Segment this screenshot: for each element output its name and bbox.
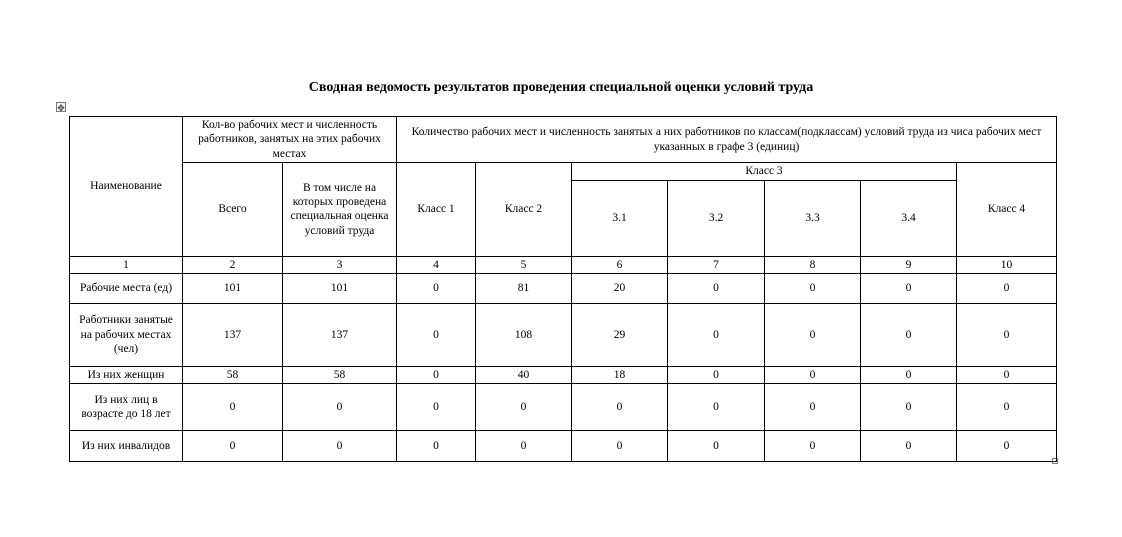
header-class-3-1: 3.1 [572, 180, 668, 256]
header-class-4: Класс 4 [957, 163, 1057, 256]
table-cell: 58 [183, 366, 283, 383]
header-class-3-4: 3.4 [861, 180, 957, 256]
table-cell: 0 [861, 431, 957, 462]
table-cell: 0 [668, 303, 765, 366]
table-cell: 0 [765, 384, 861, 431]
column-number: 10 [957, 256, 1057, 273]
table-cell: 18 [572, 366, 668, 383]
table-cell: 29 [572, 303, 668, 366]
header-class-3-2: 3.2 [668, 180, 765, 256]
table-cell: 0 [765, 431, 861, 462]
table-cell: 0 [765, 366, 861, 383]
move-arrows-icon[interactable]: ✥ [57, 103, 65, 113]
header-name: Наименование [70, 117, 183, 257]
header-total: Всего [183, 163, 283, 256]
table-cell: 40 [476, 366, 572, 383]
row-label: Работники занятые на рабочих местах (чел) [70, 303, 183, 366]
table-cell: 0 [183, 431, 283, 462]
table-cell: 0 [957, 303, 1057, 366]
table-cell: 137 [283, 303, 397, 366]
table-cell: 0 [668, 431, 765, 462]
table-row-minors [70, 384, 1057, 431]
table-cell: 137 [183, 303, 283, 366]
column-number: 6 [572, 256, 668, 273]
column-number: 1 [70, 256, 183, 273]
table-cell: 101 [183, 273, 283, 303]
table-cell: 0 [957, 384, 1057, 431]
table-cell: 81 [476, 273, 572, 303]
table-cell: 0 [283, 431, 397, 462]
column-number: 4 [397, 256, 476, 273]
table-row-workplaces [70, 273, 1057, 303]
table-cell: 0 [957, 431, 1057, 462]
table-cell: 58 [283, 366, 397, 383]
table-row-disabled [70, 431, 1057, 462]
table-row-women [70, 366, 1057, 383]
table-cell: 0 [861, 366, 957, 383]
header-class-2: Класс 2 [476, 163, 572, 256]
table-cell: 0 [957, 366, 1057, 383]
row-label: Из них лиц в возрасте до 18 лет [70, 384, 183, 431]
table-cell: 0 [765, 273, 861, 303]
table-cell: 0 [283, 384, 397, 431]
header-class-3: Класс 3 [572, 163, 957, 180]
table-cell: 0 [668, 273, 765, 303]
table-cell: 0 [183, 384, 283, 431]
header-classes-group: Количество рабочих мест и численность занятых а них работников по классам(подклассам) условий труда из чиса рабочих мест указанных в графе 3 (единиц) [397, 117, 1057, 163]
table-cell: 101 [283, 273, 397, 303]
table-cell: 0 [765, 303, 861, 366]
header-class-1: Класс 1 [397, 163, 476, 256]
header-assessed: В том числе на которых проведена специальная оценка условий труда [283, 163, 397, 256]
table-cell: 0 [397, 431, 476, 462]
table-row-workers [70, 303, 1057, 366]
table-cell: 0 [397, 273, 476, 303]
header-class-3-3: 3.3 [765, 180, 861, 256]
summary-table [69, 116, 1057, 462]
table-cell: 20 [572, 273, 668, 303]
table-cell: 0 [668, 384, 765, 431]
table-cell: 0 [572, 384, 668, 431]
column-number: 2 [183, 256, 283, 273]
table-cell: 0 [861, 273, 957, 303]
table-cell: 0 [397, 384, 476, 431]
table-cell: 0 [476, 431, 572, 462]
table-cell: 108 [476, 303, 572, 366]
table-cell: 0 [572, 431, 668, 462]
table-cell: 0 [861, 303, 957, 366]
row-label: Из них женщин [70, 366, 183, 383]
header-count-group: Кол-во рабочих мест и численность работников, занятых на этих рабочих местах [183, 117, 397, 163]
column-number: 8 [765, 256, 861, 273]
column-number-row [70, 256, 1057, 273]
page-title: Сводная ведомость результатов проведения специальной оценки условий труда [308, 80, 814, 95]
row-label: Из них инвалидов [70, 431, 183, 462]
table-cell: 0 [957, 273, 1057, 303]
table-cell: 0 [476, 384, 572, 431]
table-cell: 0 [397, 303, 476, 366]
column-number: 7 [668, 256, 765, 273]
table-cell: 0 [668, 366, 765, 383]
table-cell: 0 [861, 384, 957, 431]
column-number: 5 [476, 256, 572, 273]
row-label: Рабочие места (ед) [70, 273, 183, 303]
column-number: 9 [861, 256, 957, 273]
table-cell: 0 [397, 366, 476, 383]
column-number: 3 [283, 256, 397, 273]
